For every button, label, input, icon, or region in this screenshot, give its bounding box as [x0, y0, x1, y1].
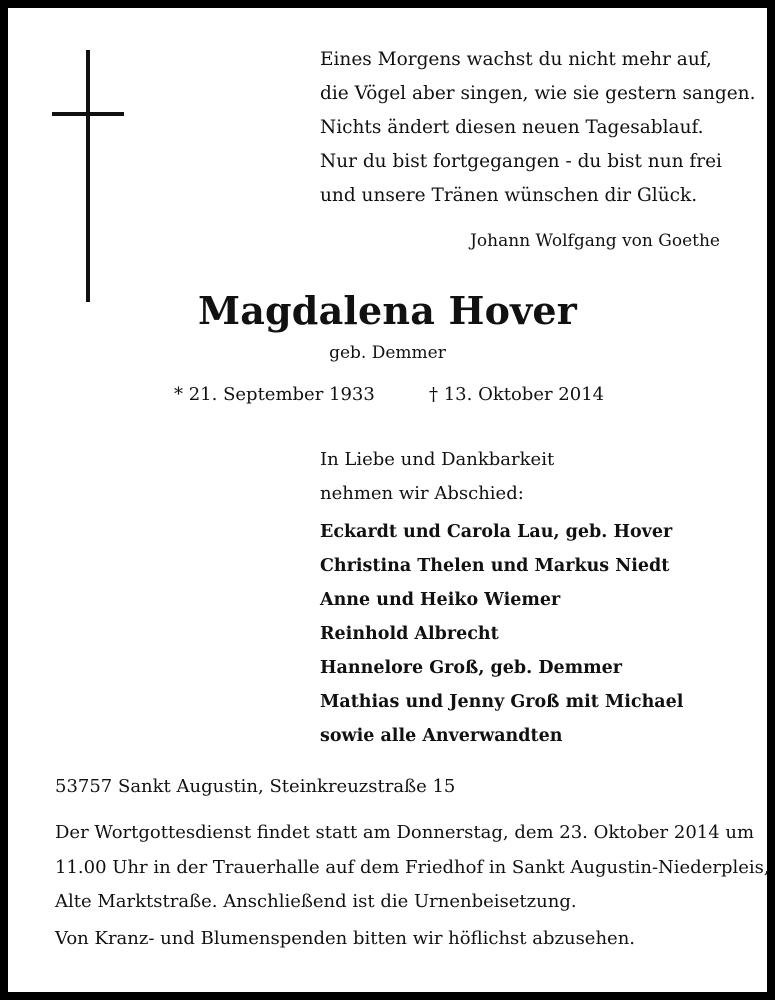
poem-line: Nichts ändert diesen neuen Tagesablauf. — [320, 117, 704, 138]
birth-date: * 21. September 1933 — [174, 384, 375, 405]
cross-horizontal-bar — [52, 112, 124, 116]
mourner-item: Reinhold Albrecht — [320, 624, 499, 644]
family-address: 53757 Sankt Augustin, Steinkreuzstraße 15 — [55, 776, 456, 797]
poem-line: Eines Morgens wachst du nicht mehr auf, — [320, 49, 712, 70]
cross-icon — [52, 50, 124, 302]
mourner-item: Hannelore Groß, geb. Demmer — [320, 658, 623, 678]
closing-note: Von Kranz- und Blumenspenden bitten wir höflichst abzusehen. — [55, 928, 636, 949]
mourner-item: Eckardt und Carola Lau, geb. Hover — [320, 522, 673, 542]
cross-vertical-bar — [86, 50, 90, 302]
death-date: † 13. Oktober 2014 — [429, 384, 605, 405]
mourner-item: sowie alle Anverwandten — [320, 726, 563, 746]
mourners-list — [320, 515, 683, 753]
deceased-name: Magdalena Hover — [197, 288, 578, 333]
poem-line: und unsere Tränen wünschen dir Glück. — [320, 185, 698, 206]
birth-name: geb. Demmer — [329, 343, 446, 363]
poem-line: Nur du bist fortgegangen - du bist nun frei — [320, 151, 722, 172]
farewell-line: In Liebe und Dankbarkeit — [320, 449, 555, 470]
poem-author: Johann Wolfgang von Goethe — [470, 231, 720, 251]
mourner-item: Christina Thelen und Markus Niedt — [320, 556, 670, 576]
service-line: Der Wortgottesdienst findet statt am Donnerstag, dem 23. Oktober 2014 um — [55, 822, 755, 843]
service-info — [55, 816, 770, 920]
farewell-text — [320, 443, 554, 511]
poem-line: die Vögel aber singen, wie sie gestern sangen. — [320, 83, 756, 104]
poem — [320, 43, 756, 213]
farewell-line: nehmen wir Abschied: — [320, 483, 524, 504]
service-line: 11.00 Uhr in der Trauerhalle auf dem Friedhof in Sankt Augustin-Niederpleis, — [55, 856, 770, 878]
service-line: Alte Marktstraße. Anschließend ist die Urnenbeisetzung. — [55, 891, 577, 912]
mourner-item: Anne und Heiko Wiemer — [320, 590, 561, 610]
mourner-item: Mathias und Jenny Groß mit Michael — [320, 692, 684, 712]
